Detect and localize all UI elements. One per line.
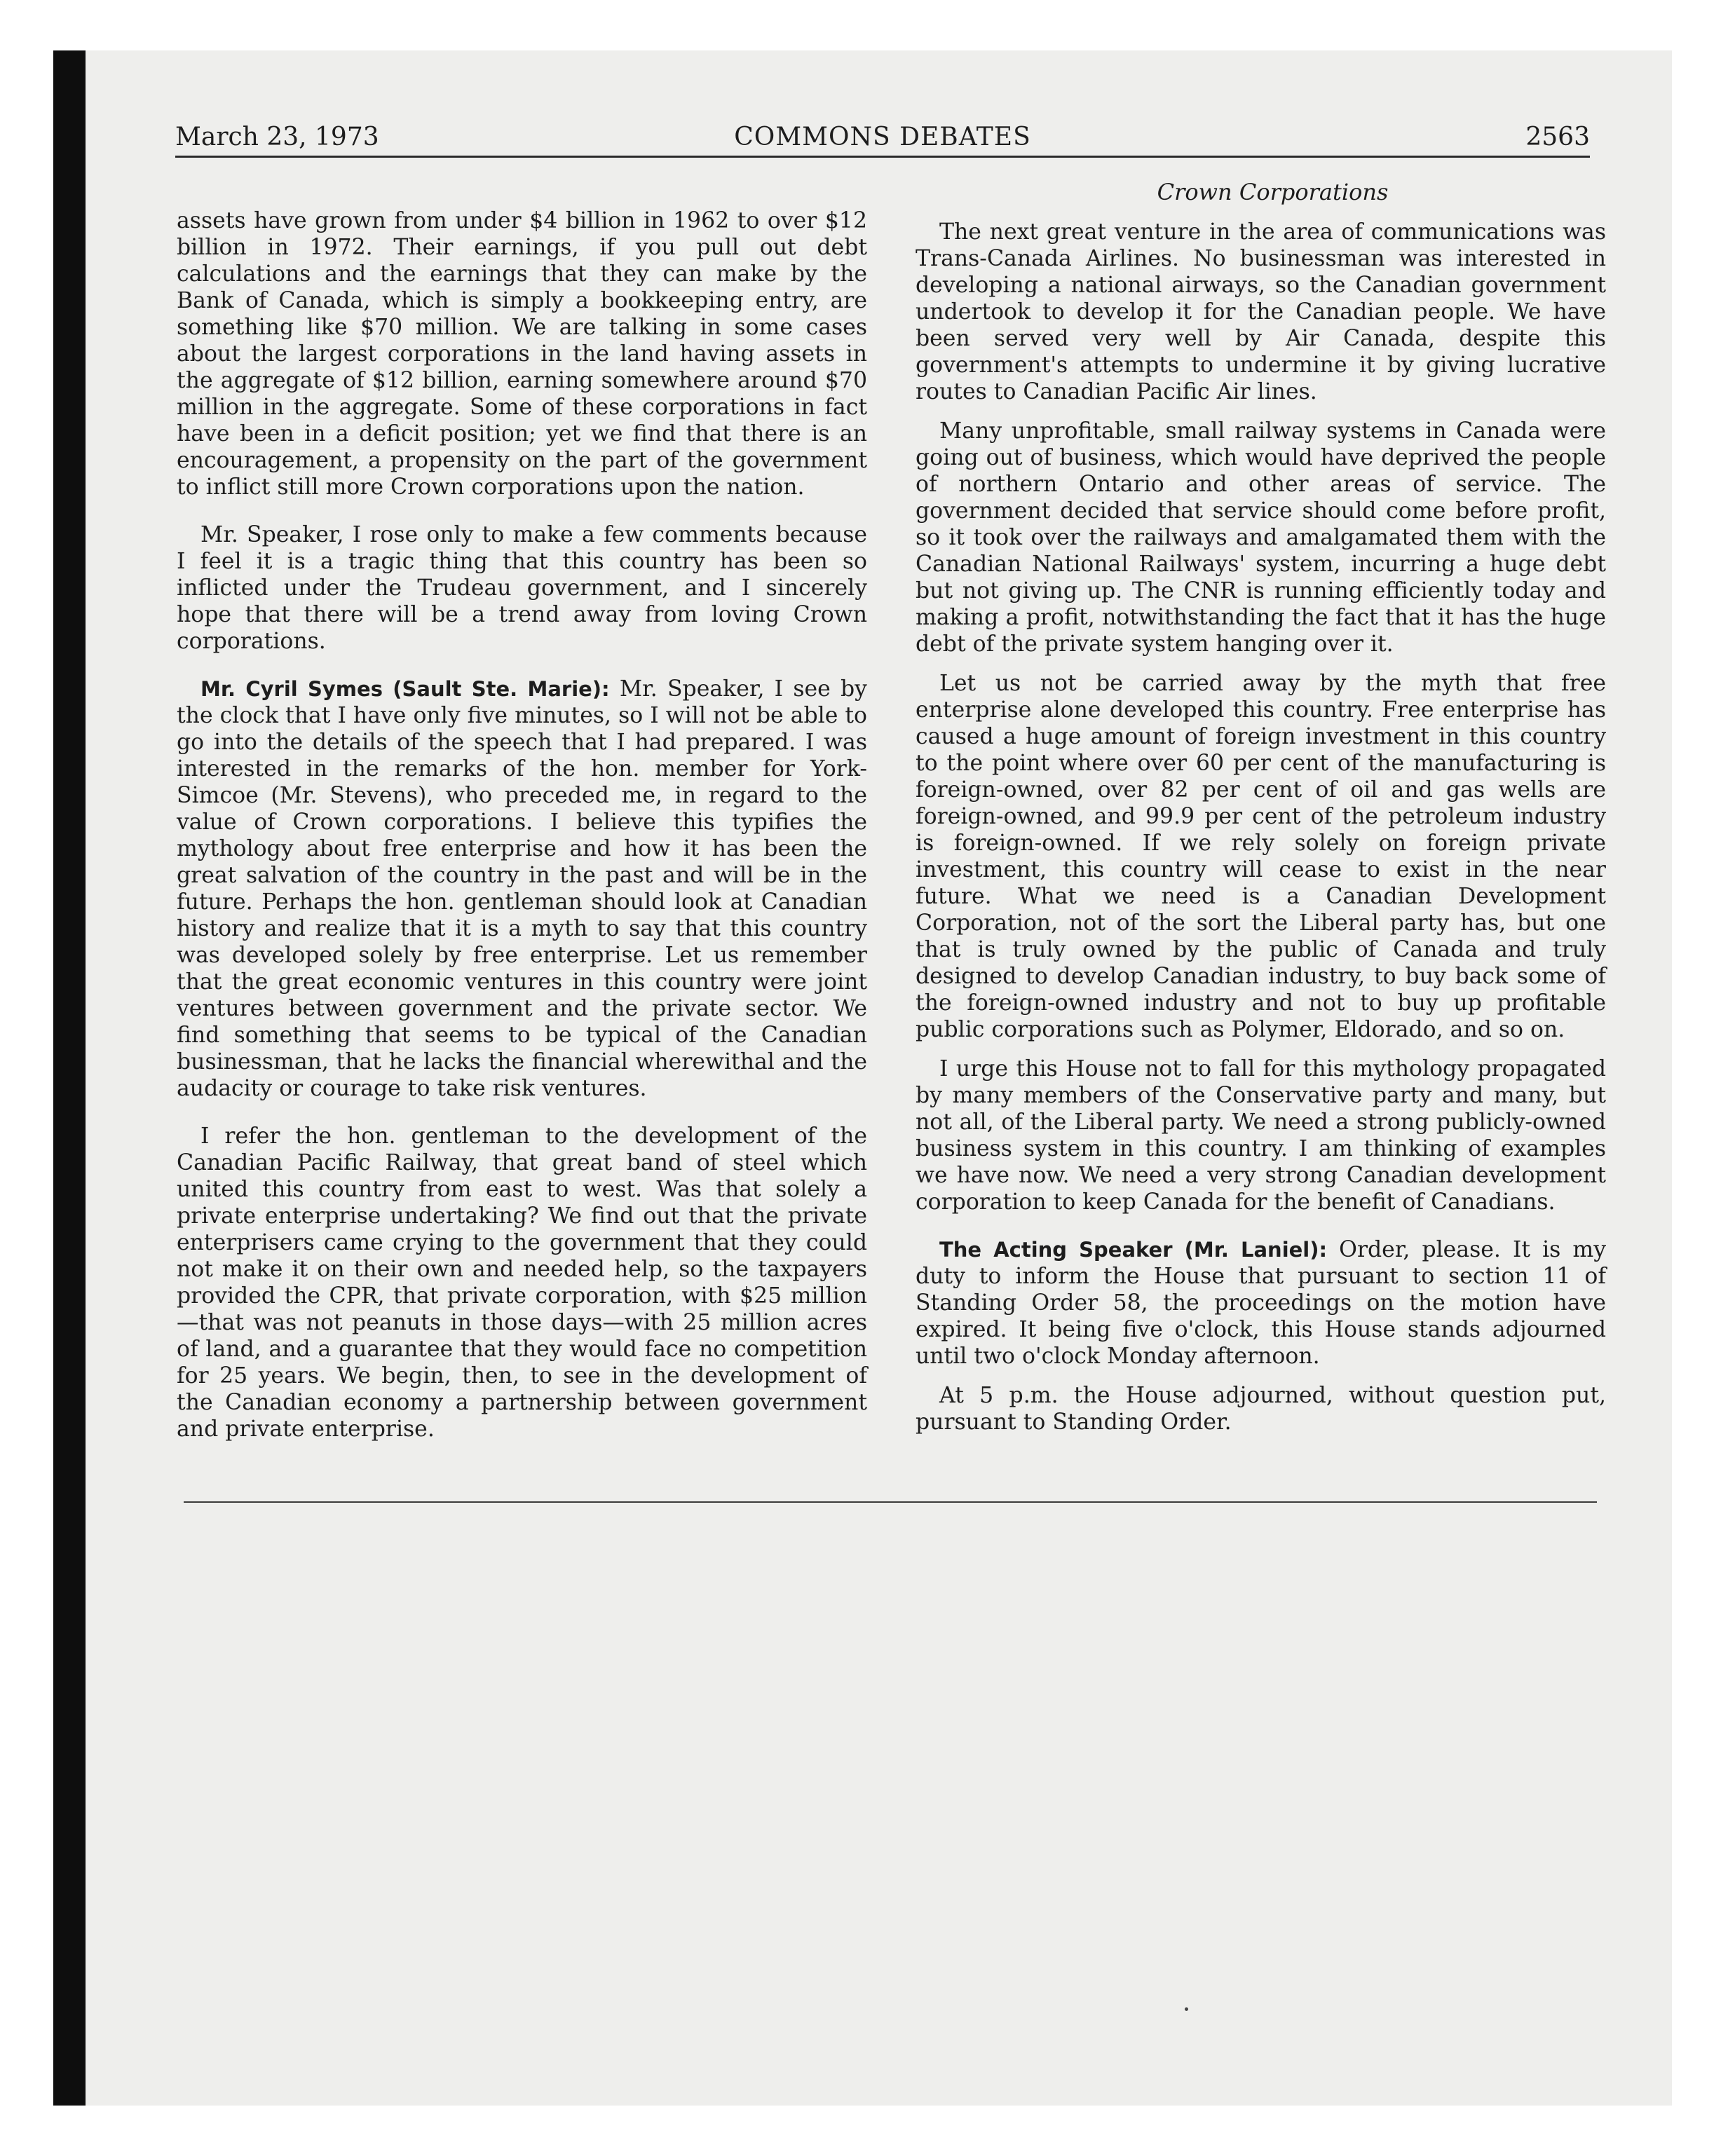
speech-text: Mr. Speaker, I see by the clock that I have only five minutes, so I will not be able to go into the details of the speech that I had prepared. I was interested in the remarks of the hon. member for York-Simcoe (Mr. Stevens), who preceded me, in regard to the value of Crown corporations. I believe this typifies the mythology about free enterprise and how it has been the great salvation of the country in the past and will be in the future. Perhaps the hon. gentleman should look at Canadian history and realize that it is a myth to say that this country was developed solely by free enterprise. Let us remember that the great economic ventures in this country were joint ventures between government and the private sector. We find something that seems to be typical of the Canadian businessman, that he lacks the financial wherewithal and the audacity or courage to take risk ventures. <box>177 676 867 1101</box>
scan-edge-bar <box>53 50 86 2106</box>
bottom-rule <box>184 1501 1597 1503</box>
right-paragraph-6: At 5 p.m. the House adjourned, without question put, pursuant to Standing Order. <box>916 1383 1606 1435</box>
section-heading: Crown Corporations <box>1157 179 1389 205</box>
right-paragraph-2: Many unprofitable, small railway systems in Canada were going out of business, which would have deprived the people of northern Ontario and other areas of service. The government decided that service should come before profit, so it took over the railways and amalgamated them with the Canadian National Railways' system, incurring a huge debt but not giving up. The CNR is running efficiently today and making a profit, notwithstanding the fact that it has the huge debt of the private system hanging over it. <box>916 418 1606 657</box>
publication-title: COMMONS DEBATES <box>734 123 1031 151</box>
right-paragraph-3: Let us not be carried away by the myth that free enterprise alone developed this country. Free enterprise has caused a huge amount of foreign investment in this country to the point where over 60 per cent of the manufacturing is foreign-owned, over 82 per cent of oil and gas wells are foreign-owned, and 99.9 per cent of the petroleum industry is foreign-owned. If we rely solely on foreign private investment, this country will cease to exist in the near future. What we need is a Canadian Development Corporation, not of the sort the Liberal party has, but one that is truly owned by the public of Canada and truly designed to develop Canadian industry, to buy back some of the foreign-owned industry and not to buy up profitable public corporations such as Polymer, Eldorado, and so on. <box>916 671 1606 1042</box>
header-date: March 23, 1973 <box>175 123 379 151</box>
right-column <box>916 178 1606 1448</box>
left-paragraph-1: assets have grown from under $4 billion in 1962 to over $12 billion in 1972. Their earnings, if you pull out debt calculations and the earnings that they can make by the Bank of Canada, which is simply a bookkeeping entry, are something like $70 million. We are talking in some cases about the largest corporations in the land having assets in the aggregate of $12 billion, earning somewhere around $70 million in the aggregate. Some of these corporations in fact have been in a deficit position; yet we find that there is an encouragement, a propensity on the part of the government to inflict still more Crown corporations upon the nation. <box>177 208 867 500</box>
scan-speck <box>1185 2007 1188 2011</box>
left-paragraph-2: Mr. Speaker, I rose only to make a few comments because I feel it is a tragic thing that this country has been so inflicted under the Trudeau government, and I sincerely hope that there will be a trend away from loving Crown corporations. <box>177 522 867 654</box>
page-number: 2563 <box>1525 123 1590 151</box>
page-header <box>175 119 1590 156</box>
right-paragraph-1: The next great venture in the area of communications was Trans-Canada Airlines. No businessman was interested in developing a national airways, so the Canadian government undertook to develop it for the Canadian people. We have been served very well by Air Canada, despite this government's attempts to undermine it by giving lucrative routes to Canadian Pacific Air lines. <box>916 219 1606 404</box>
right-paragraph-5 <box>916 1236 1606 1370</box>
left-paragraph-3 <box>177 676 867 1102</box>
speaker-name: Mr. Cyril Symes (Sault Ste. Marie): <box>200 677 610 701</box>
right-paragraph-4: I urge this House not to fall for this mythology propagated by many members of the Conservative party and many, but not all, of the Liberal party. We need a strong publicly-owned business system in this country. I am thinking of examples we have now. We need a very strong Canadian development corporation to keep Canada for the benefit of Canadians. <box>916 1056 1606 1215</box>
left-column <box>177 207 867 1455</box>
speaker-name: The Acting Speaker (Mr. Laniel): <box>939 1238 1328 1262</box>
header-rule <box>175 156 1590 158</box>
left-paragraph-4: I refer the hon. gentleman to the development of the Canadian Pacific Railway, that great band of steel which united this country from east to west. Was that solely a private enterprise undertaking? We find out that the private enterprisers came crying to the government that they could not make it on their own and needed help, so the taxpayers provided the CPR, that private corporation, with $25 million—that was not peanuts in those days—with 25 million acres of land, and a guarantee that they would face no competition for 25 years. We begin, then, to see in the development of the Canadian economy a partnership between government and private enterprise. <box>177 1124 867 1442</box>
speech-text: Order, please. It is my duty to inform the House that pursuant to section 11 of Standing Order 58, the proceedings on the motion have expired. It being five o'clock, this House stands adjourned until two o'clock Monday afternoon. <box>916 1237 1606 1369</box>
